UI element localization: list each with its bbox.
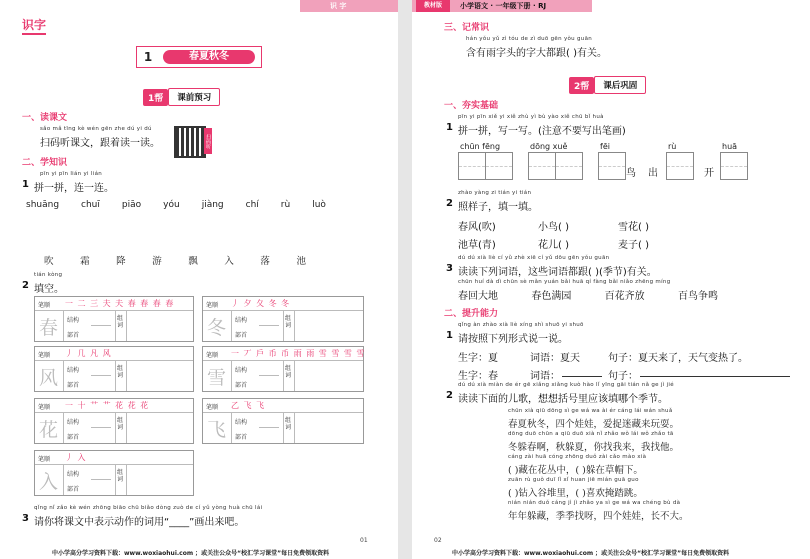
b1-word-blank[interactable] bbox=[562, 376, 602, 377]
answer-line[interactable] bbox=[259, 427, 279, 428]
qr-code[interactable] bbox=[174, 126, 206, 158]
left-page bbox=[0, 0, 398, 559]
a1-pinyin-item: rù bbox=[668, 142, 677, 151]
a1-side-char: 开 bbox=[704, 168, 714, 179]
a3-word: 春回大地 bbox=[458, 291, 498, 302]
zuci-label: 组词 bbox=[285, 417, 292, 431]
a3-word: 百鸟争鸣 bbox=[677, 291, 718, 302]
q3-pinyin: qǐng nǐ zǎo kè wén zhōng biāo chū biǎo dòng zuò de cí yǔ yòng huà chū lái bbox=[34, 505, 263, 511]
structure-label: 结构 bbox=[67, 419, 80, 426]
answer-line[interactable] bbox=[259, 375, 279, 376]
answer-line[interactable] bbox=[259, 325, 279, 326]
a1-side-char: 鸟 bbox=[626, 168, 636, 179]
b1-sentence-blank[interactable] bbox=[640, 376, 790, 377]
writing-grid[interactable] bbox=[666, 152, 694, 180]
poem-pinyin: nián nián duǒ cáng jì jì zhǎo ya sì ge wá wa chéng bù dà bbox=[508, 500, 681, 506]
strokes-label: 笔顺 bbox=[206, 302, 219, 309]
stroke-order: 丿 入 bbox=[65, 453, 87, 462]
structure-label: 结构 bbox=[235, 367, 248, 374]
footer: 中小学高分学习资料下载：www.woxiaohui.com ；或关注公众号“校汇学习课堂”每日免费领取资料 bbox=[52, 550, 330, 557]
a1-pinyin-item: fēi bbox=[600, 142, 610, 151]
structure-label: 结构 bbox=[235, 317, 248, 324]
b1-item: 句子： bbox=[608, 371, 638, 382]
structure-label: 结构 bbox=[67, 471, 80, 478]
q2-text: 填空。 bbox=[34, 284, 64, 295]
q1-char: 游 bbox=[152, 256, 162, 267]
zuci-label: 组词 bbox=[117, 417, 124, 431]
qr-label: 扫码听 bbox=[204, 128, 212, 154]
zuci-label: 组词 bbox=[285, 365, 292, 379]
s3-pinyin: hán yǒu yǔ zì tóu de zì duō gēn yǒu guān bbox=[466, 36, 593, 42]
strokes-label: 笔顺 bbox=[206, 352, 219, 359]
strokes-label: 笔顺 bbox=[38, 404, 51, 411]
model-char: 冬 bbox=[207, 317, 227, 339]
q1-char: 入 bbox=[224, 256, 234, 267]
q1-py-item: jiàng bbox=[201, 200, 224, 210]
q1-number: 1 bbox=[22, 179, 29, 190]
stroke-card bbox=[34, 296, 194, 342]
q1-pinyin-row bbox=[26, 200, 326, 212]
a3-pinyin: dú dú xià liè cí yǔ zhè xiē cí yǔ dōu gēn yǒu guān bbox=[458, 255, 610, 261]
q1-char: 池 bbox=[296, 256, 306, 267]
section-memory: 三、记常识 bbox=[444, 23, 490, 33]
a3-number: 3 bbox=[446, 263, 453, 274]
section-basics: 一、夯实基础 bbox=[444, 101, 499, 111]
structure-label: 结构 bbox=[67, 317, 80, 324]
poem-line: ( )藏在花丛中，( )躲在草帽下。 bbox=[508, 465, 643, 476]
writing-grid[interactable] bbox=[555, 152, 583, 180]
a2-item: 花儿( ) bbox=[538, 240, 569, 251]
a3-words-pinyin: chūn huí dà dì chūn sè mǎn yuán bǎi huā qí fàng bǎi niǎo zhēng míng bbox=[458, 279, 671, 285]
stroke-card bbox=[34, 450, 194, 496]
strokes-label: 笔顺 bbox=[38, 302, 51, 309]
corner-tag: 教材版 bbox=[416, 0, 450, 12]
a3-words bbox=[458, 287, 718, 302]
radical-label: 部首 bbox=[67, 486, 80, 493]
poem-line: ( )钻入谷堆里，( )喜欢掩踏跳。 bbox=[508, 488, 643, 499]
stroke-order: 乙 飞 飞 bbox=[231, 401, 266, 410]
stroke-order: 丿 夕 夂 冬 冬 bbox=[231, 299, 291, 308]
a1-pinyin-item: chūn fēng bbox=[460, 142, 501, 151]
a1-side-char: 出 bbox=[648, 168, 658, 179]
stroke-order: 一 二 三 夫 夫 春 春 春 春 bbox=[65, 299, 175, 308]
zuci-label: 组词 bbox=[117, 315, 124, 329]
top-header: 小学语文 · 一年级下册 · RJ bbox=[460, 2, 547, 10]
b1-number: 1 bbox=[446, 330, 453, 341]
q2-pinyin: tián kòng bbox=[34, 272, 63, 278]
a2-item: 雪花( ) bbox=[618, 222, 649, 233]
stroke-order: 丿 几 凡 风 bbox=[65, 349, 112, 358]
b1-item: 句子：夏天来了，天气变热了。 bbox=[608, 353, 748, 364]
a1-number: 1 bbox=[446, 122, 453, 133]
q1-py-item: rù bbox=[280, 200, 291, 210]
stroke-order: 一 十 艹 艹 花 花 花 bbox=[65, 401, 150, 410]
lesson-banner bbox=[136, 46, 262, 68]
b1-item: 词语：夏天 bbox=[530, 353, 580, 364]
answer-line[interactable] bbox=[91, 427, 111, 428]
radical-label: 部首 bbox=[67, 332, 80, 339]
q1-char: 降 bbox=[116, 256, 126, 267]
writing-grid[interactable] bbox=[485, 152, 513, 180]
model-char: 雪 bbox=[207, 367, 227, 389]
b1-item: 词语： bbox=[530, 371, 560, 382]
top-header: 识 字 bbox=[330, 2, 347, 10]
pre-banner bbox=[143, 88, 220, 106]
zuci-label: 组词 bbox=[117, 365, 124, 379]
q1-py-item: chí bbox=[245, 200, 259, 210]
q3-text: 请你将课文中表示动作的词用“____”画出来吧。 bbox=[34, 517, 245, 528]
after-tag: 2帮 bbox=[569, 77, 594, 94]
poem-pinyin: zuān rù guǒ duī lǐ xǐ huan jiē mián guā guo bbox=[508, 477, 639, 483]
radical-label: 部首 bbox=[235, 382, 248, 389]
q1-char: 吹 bbox=[44, 256, 54, 267]
stroke-card bbox=[202, 398, 364, 444]
q1-py-item: yóu bbox=[163, 200, 180, 210]
radical-label: 部首 bbox=[235, 332, 248, 339]
corner-tag: 识字 bbox=[22, 16, 46, 35]
poem-pinyin: dōng duō chūn a qiū duō xià nǐ zhǎo wǒ lái wǒ zhǎo tā bbox=[508, 431, 674, 437]
model-char: 飞 bbox=[207, 419, 227, 441]
b1-pinyin: qǐng àn zhào xià liè xíng shì shuō yi shuō bbox=[458, 322, 584, 328]
b1-item: 生字：春 bbox=[458, 371, 498, 382]
model-char: 风 bbox=[39, 367, 59, 389]
answer-line[interactable] bbox=[91, 479, 111, 480]
answer-line[interactable] bbox=[91, 375, 111, 376]
model-char: 春 bbox=[39, 317, 59, 339]
stroke-card bbox=[202, 296, 364, 342]
poem-line: 年年躲藏，季季找呀，四个娃娃，长不大。 bbox=[508, 511, 689, 522]
model-char: 花 bbox=[39, 419, 59, 441]
pre-tag: 1帮 bbox=[143, 89, 168, 106]
after-banner bbox=[569, 76, 646, 94]
stroke-card bbox=[202, 346, 364, 392]
poem-pinyin: cáng zài huā cóng zhōng duǒ zài cǎo mào xià bbox=[508, 454, 647, 460]
a3-word: 春色满园 bbox=[531, 291, 572, 302]
s1-pinyin: sǎo mǎ tīng kè wén gēn zhe dú yi dú bbox=[40, 126, 152, 132]
writing-grid[interactable] bbox=[528, 152, 556, 180]
lesson-title: 春夏秋冬 bbox=[163, 50, 255, 64]
after-title: 课后巩固 bbox=[594, 76, 646, 94]
a2-item: 池草(青) bbox=[458, 240, 496, 251]
strokes-label: 笔顺 bbox=[206, 404, 219, 411]
footer: 中小学高分学习资料下载：www.woxiaohui.com ；或关注公众号“校汇学习课堂”每日免费领取资料 bbox=[452, 550, 730, 557]
q1-char: 落 bbox=[260, 256, 270, 267]
q1-char: 霜 bbox=[80, 256, 90, 267]
b1-text: 请按照下列形式说一说。 bbox=[458, 334, 568, 345]
radical-label: 部首 bbox=[67, 382, 80, 389]
s1-text: 扫码听课文，跟着读一读。 bbox=[40, 138, 160, 149]
lesson-number: 1 bbox=[143, 50, 153, 64]
q1-char-row bbox=[44, 253, 306, 265]
top-header-bar bbox=[300, 0, 398, 12]
answer-line[interactable] bbox=[91, 325, 111, 326]
structure-label: 结构 bbox=[235, 419, 248, 426]
zuci-label: 组词 bbox=[285, 315, 292, 329]
strokes-label: 笔顺 bbox=[38, 456, 51, 463]
a3-text: 读读下列词语，这些词语都跟( )(季节)有关。 bbox=[458, 267, 657, 278]
poem-line: 春夏秋冬，四个娃娃，爱捉迷藏来玩耍。 bbox=[508, 419, 680, 430]
a1-pinyin: pīn yi pīn xiě yi xiě zhù yì bù yào xiě chū bǐ huà bbox=[458, 114, 604, 120]
b2-pinyin: dú dú xià miàn de ér gē xiǎng xiǎng kuò hào lǐ yīng gāi tián nǎ ge jì jié bbox=[458, 382, 674, 388]
writing-grid[interactable] bbox=[720, 152, 748, 180]
poem-pinyin: chūn xià qiū dōng sì ge wá wa ài ér cáng lái wán shuǎ bbox=[508, 408, 673, 414]
b2-text: 读读下面的儿歌，想想括号里应该填哪个季节。 bbox=[458, 394, 668, 405]
page-number: 02 bbox=[434, 537, 442, 544]
section-read: 一、读课文 bbox=[22, 113, 68, 123]
q1-py-item: piāo bbox=[121, 200, 142, 210]
a1-pinyin-item: dōng xuě bbox=[530, 142, 568, 151]
q1-text: 拼一拼，连一连。 bbox=[34, 183, 114, 194]
right-page bbox=[412, 0, 810, 559]
q2-number: 2 bbox=[22, 280, 29, 291]
zuci-label: 组词 bbox=[117, 469, 124, 483]
q1-pinyin: pīn yi pīn lián yi lián bbox=[40, 171, 103, 177]
s3-text: 含有雨字头的字大都跟( )有关。 bbox=[466, 48, 607, 59]
a2-pinyin: zhào yàng zi tián yi tián bbox=[458, 190, 532, 196]
page-number: 01 bbox=[360, 537, 368, 544]
a2-item: 麦子( ) bbox=[618, 240, 649, 251]
a2-text: 照样子，填一填。 bbox=[458, 202, 538, 213]
a2-item: 春风(吹) bbox=[458, 222, 496, 233]
stroke-card bbox=[34, 346, 194, 392]
model-char: 入 bbox=[39, 471, 59, 493]
b2-number: 2 bbox=[446, 390, 453, 401]
stroke-card bbox=[34, 398, 194, 444]
q1-py-item: chuī bbox=[81, 200, 100, 210]
section-improve: 二、提升能力 bbox=[444, 309, 499, 319]
pre-title: 课前预习 bbox=[168, 88, 220, 106]
stroke-order: 一 丆 戶 币 币 雨 雨 雪 雪 雪 雪 bbox=[231, 349, 366, 358]
q1-char: 飘 bbox=[188, 256, 198, 267]
q1-py-item: shuāng bbox=[26, 200, 60, 210]
page-gutter bbox=[398, 0, 412, 559]
a3-word: 百花齐放 bbox=[604, 291, 645, 302]
b1-item: 生字：夏 bbox=[458, 353, 498, 364]
poem-line: 冬躲春啊，秋躲夏，你找我来，我找他。 bbox=[508, 442, 680, 453]
a1-pinyin-item: huā bbox=[722, 142, 738, 151]
q3-number: 3 bbox=[22, 513, 29, 524]
a1-text: 拼一拼，写一写。(注意不要写出笔画) bbox=[458, 126, 626, 137]
writing-grid[interactable] bbox=[598, 152, 626, 180]
section-learn: 二、学知识 bbox=[22, 158, 68, 168]
strokes-label: 笔顺 bbox=[38, 352, 51, 359]
writing-grid[interactable] bbox=[458, 152, 486, 180]
q1-py-item: luò bbox=[312, 200, 326, 210]
a2-item: 小鸟( ) bbox=[538, 222, 569, 233]
structure-label: 结构 bbox=[67, 367, 80, 374]
radical-label: 部首 bbox=[235, 434, 248, 441]
radical-label: 部首 bbox=[67, 434, 80, 441]
a2-number: 2 bbox=[446, 198, 453, 209]
